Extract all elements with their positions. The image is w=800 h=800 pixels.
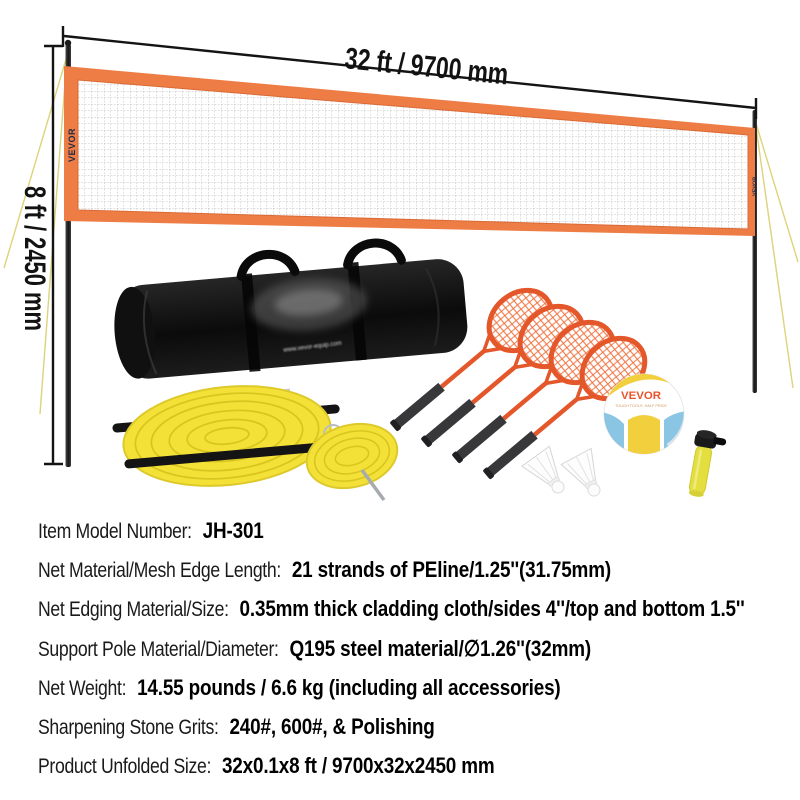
spec-value: 14.55 pounds / 6.6 kg (including all accessories) (137, 674, 561, 700)
net-brand-right-label: VEVOR (752, 176, 759, 196)
spec-row-net-edging (0, 590, 800, 629)
spec-value: 0.35mm thick cladding cloth/sides 4''/top and bottom 1.5'' (239, 596, 745, 622)
bag-handle (346, 241, 401, 265)
spec-value: 21 strands of PEline/1.25''(31.75mm) (291, 556, 611, 582)
height-dimension-label: 8 ft / 2450 mm (18, 186, 51, 385)
spec-row-pole-material (0, 629, 800, 668)
spec-row-unfolded-size (0, 747, 800, 786)
spec-row-model (0, 511, 800, 550)
carry-bag (109, 236, 470, 384)
net-brand-left-label: VEVOR (67, 127, 77, 162)
ball-slogan-label: TOUGH TOOLS, HALF PRICE (615, 404, 667, 408)
spec-label: Net Edging Material/Size: (38, 598, 229, 622)
spec-label: Net Material/Mesh Edge Length: (38, 558, 281, 582)
spec-value: JH-301 (202, 517, 264, 543)
spec-row-net-material (0, 550, 800, 589)
spec-row-net-weight (0, 668, 800, 707)
spec-label: Sharpening Stone Grits: (38, 716, 219, 740)
spec-label: Product Unfolded Size: (38, 755, 212, 779)
spec-label: Support Pole Material/Diameter: (38, 637, 279, 661)
spec-row-stone-grits (0, 707, 800, 746)
shuttlecocks (522, 446, 612, 503)
spec-label: Item Model Number: (38, 519, 192, 543)
air-pump (685, 429, 728, 500)
spec-value: 32x0.1x8 ft / 9700x32x2450 mm (221, 753, 495, 779)
shuttlecock (561, 448, 612, 503)
ball-brand-label: VEVOR (621, 390, 662, 402)
spec-label: Net Weight: (38, 676, 127, 700)
spec-value: Q195 steel material/∅1.26''(32mm) (289, 635, 591, 661)
shuttlecock (522, 446, 575, 502)
net (64, 66, 759, 236)
spec-list (0, 511, 800, 786)
bag-print-text: www.vevor-equip.com (283, 340, 343, 354)
left-pole-cap (65, 40, 71, 46)
width-dimension-label: 32 ft / 9700 mm (343, 42, 561, 97)
spec-value: 240#, 600#, & Polishing (229, 714, 435, 740)
